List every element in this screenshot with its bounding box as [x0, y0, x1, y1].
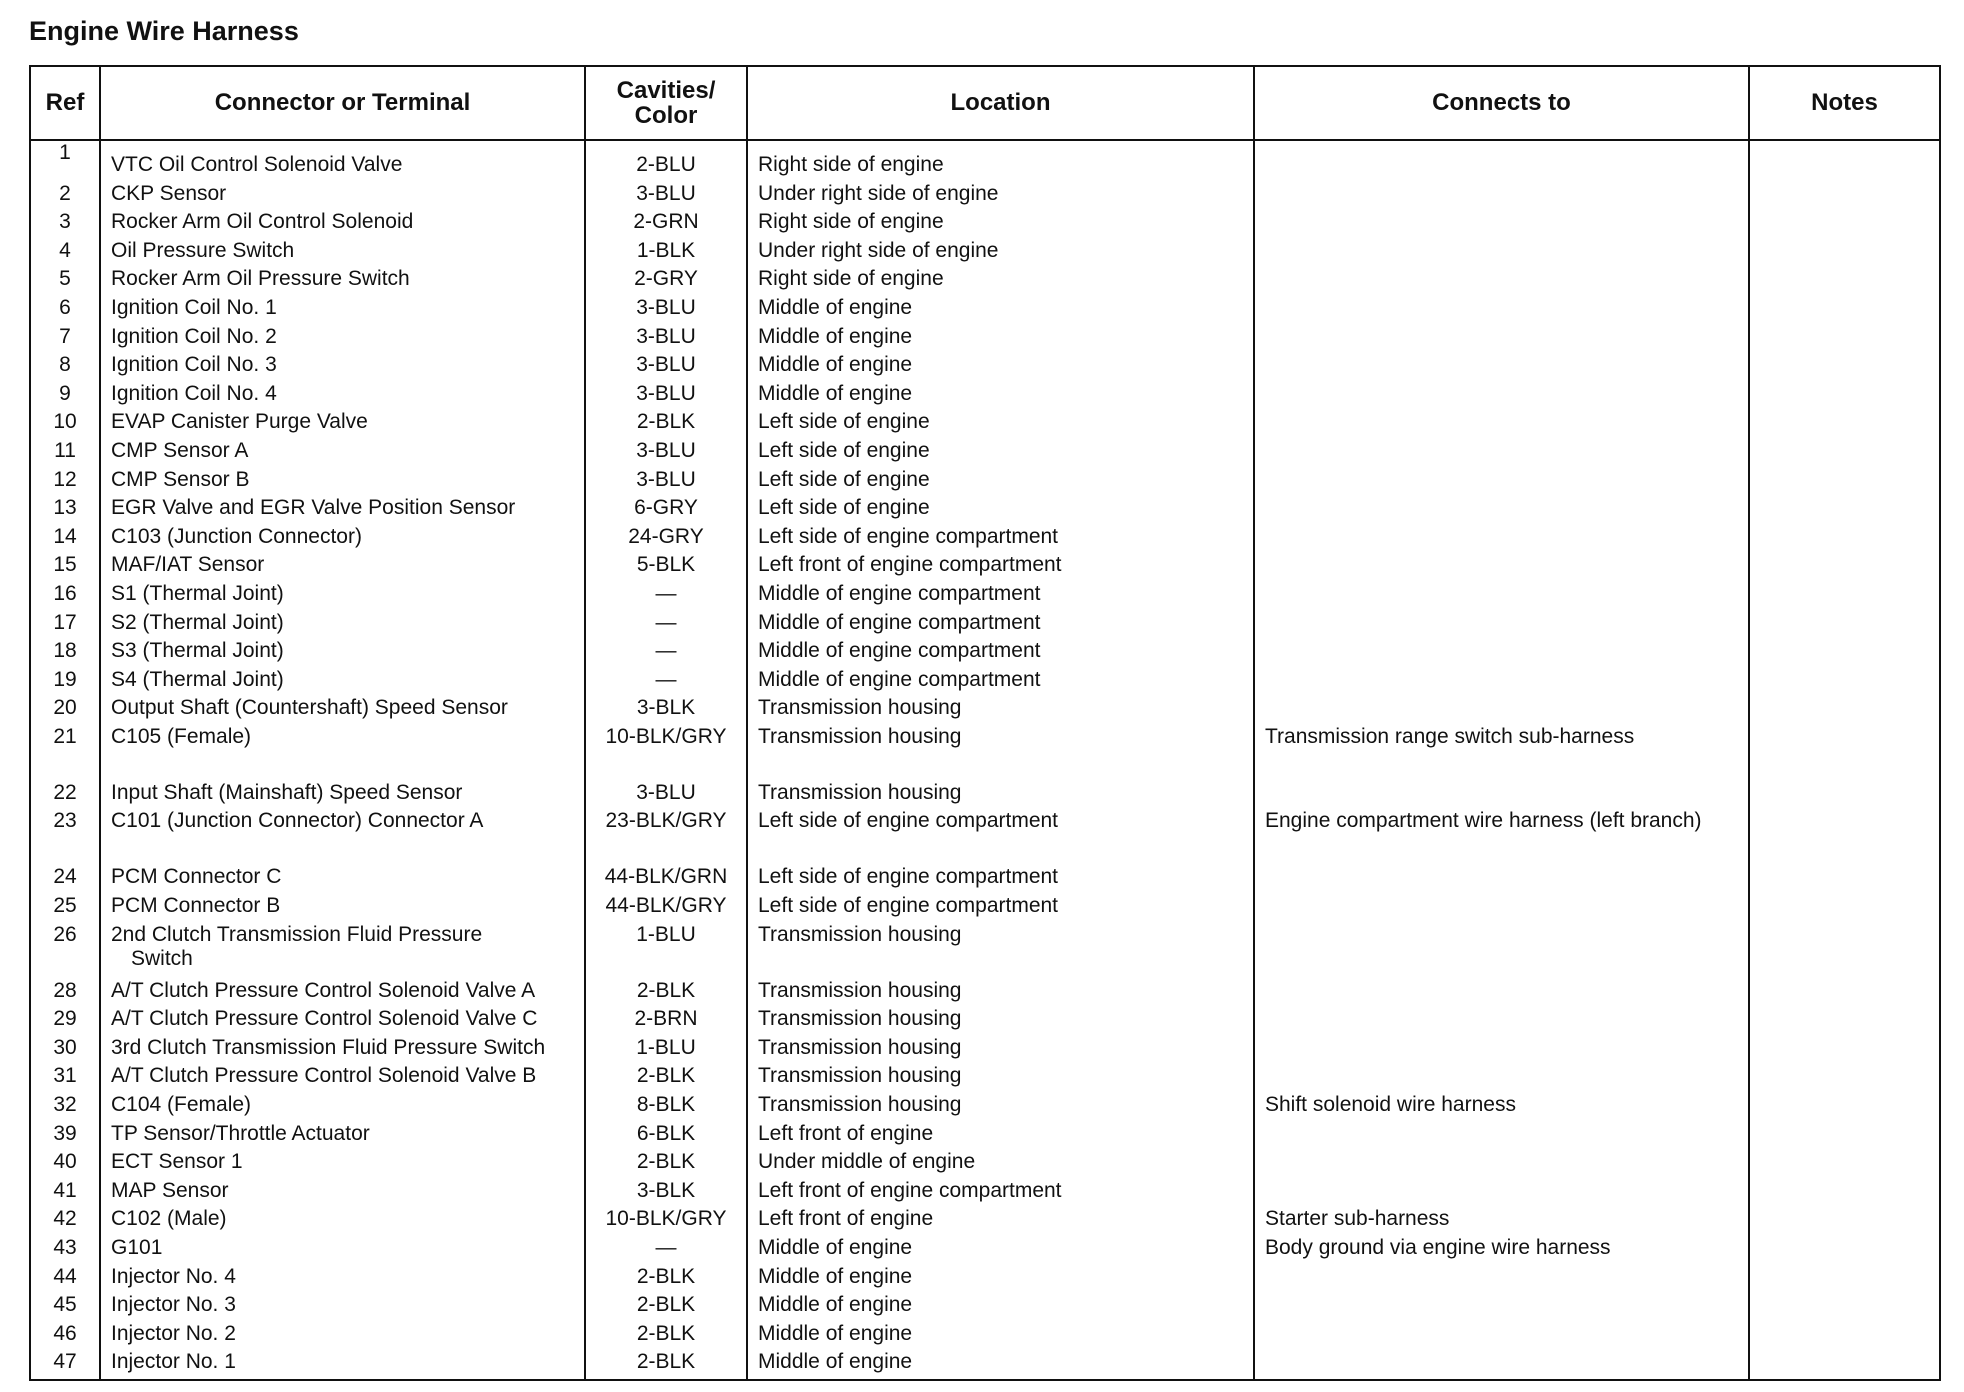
notes-cell — [1749, 1036, 1940, 1065]
location-cell: Transmission housing — [747, 1064, 1254, 1093]
connector-cell: Output Shaft (Countershaft) Speed Sensor — [100, 696, 585, 725]
location-cell: Left side of engine — [747, 439, 1254, 468]
table-row — [30, 894, 1940, 923]
notes-cell — [1749, 668, 1940, 697]
notes-cell — [1749, 382, 1940, 411]
table-row — [30, 382, 1940, 411]
ref-cell: 10 — [30, 410, 100, 439]
table-row — [30, 210, 1940, 239]
connector-cell — [100, 923, 585, 979]
connects-to-cell — [1254, 1036, 1749, 1065]
location-cell: Right side of engine — [747, 210, 1254, 239]
ref-cell: 26 — [30, 923, 100, 979]
ref-cell: 39 — [30, 1122, 100, 1151]
connector-cell: CMP Sensor A — [100, 439, 585, 468]
connects-to-cell — [1254, 1122, 1749, 1151]
notes-cell — [1749, 1179, 1940, 1208]
ref-cell: 21 — [30, 725, 100, 781]
location-cell: Left front of engine compartment — [747, 553, 1254, 582]
connector-cell: TP Sensor/Throttle Actuator — [100, 1122, 585, 1151]
cavities-cell: 6-GRY — [585, 496, 747, 525]
notes-cell — [1749, 1322, 1940, 1351]
table-row — [30, 1122, 1940, 1151]
notes-cell — [1749, 140, 1940, 182]
header-location: Location — [747, 66, 1254, 140]
ref-cell: 15 — [30, 553, 100, 582]
location-cell: Left side of engine compartment — [747, 809, 1254, 865]
cavities-cell: — — [585, 668, 747, 697]
ref-cell: 40 — [30, 1150, 100, 1179]
notes-cell — [1749, 582, 1940, 611]
location-cell: Middle of engine compartment — [747, 668, 1254, 697]
connector-cell: Ignition Coil No. 1 — [100, 296, 585, 325]
connects-to-cell — [1254, 140, 1749, 182]
location-cell: Right side of engine — [747, 267, 1254, 296]
header-cavities-line2: Color — [634, 102, 698, 129]
table-row — [30, 923, 1940, 979]
cavities-cell: 2-BLK — [585, 1322, 747, 1351]
connector-cell: C105 (Female) — [100, 725, 585, 781]
location-cell: Middle of engine — [747, 325, 1254, 354]
table-row — [30, 267, 1940, 296]
connects-to-cell — [1254, 439, 1749, 468]
connector-cell: PCM Connector B — [100, 894, 585, 923]
connects-to-cell — [1254, 468, 1749, 497]
connector-cell: VTC Oil Control Solenoid Valve — [100, 140, 585, 182]
connects-to-cell — [1254, 611, 1749, 640]
notes-cell — [1749, 353, 1940, 382]
notes-cell — [1749, 809, 1940, 865]
connector-cell: Oil Pressure Switch — [100, 239, 585, 268]
connector-line1: 2nd Clutch Transmission Fluid Pressure — [111, 922, 483, 946]
ref-cell: 3 — [30, 210, 100, 239]
connects-to-cell — [1254, 296, 1749, 325]
cavities-cell: 44-BLK/GRN — [585, 865, 747, 894]
notes-cell — [1749, 496, 1940, 525]
connector-cell: Injector No. 2 — [100, 1322, 585, 1351]
connects-to-cell — [1254, 267, 1749, 296]
cavities-cell: 3-BLU — [585, 296, 747, 325]
connector-cell: Input Shaft (Mainshaft) Speed Sensor — [100, 781, 585, 810]
connects-to-cell — [1254, 781, 1749, 810]
ref-cell: 6 — [30, 296, 100, 325]
location-cell: Transmission housing — [747, 781, 1254, 810]
cavities-cell: 2-BLK — [585, 410, 747, 439]
cavities-cell: 2-GRY — [585, 267, 747, 296]
notes-cell — [1749, 725, 1940, 781]
table-row — [30, 410, 1940, 439]
ref-cell: 13 — [30, 496, 100, 525]
location-cell: Transmission housing — [747, 696, 1254, 725]
connector-cell: C101 (Junction Connector) Connector A — [100, 809, 585, 865]
notes-cell — [1749, 1122, 1940, 1151]
connects-to-cell — [1254, 1350, 1749, 1380]
connector-cell: CMP Sensor B — [100, 468, 585, 497]
connects-to-cell: Engine compartment wire harness (left branch) — [1254, 809, 1749, 865]
cavities-cell: 2-BLK — [585, 1293, 747, 1322]
connector-cell: ECT Sensor 1 — [100, 1150, 585, 1179]
connects-to-cell — [1254, 979, 1749, 1008]
location-cell: Middle of engine — [747, 1265, 1254, 1294]
page-title: Engine Wire Harness — [29, 16, 299, 46]
table-row — [30, 809, 1940, 865]
ref-cell: 14 — [30, 525, 100, 554]
table-row — [30, 325, 1940, 354]
cavities-cell: 2-BLK — [585, 1064, 747, 1093]
connects-to-cell: Starter sub-harness — [1254, 1207, 1749, 1236]
table-row — [30, 353, 1940, 382]
ref-cell: 25 — [30, 894, 100, 923]
cavities-cell: 1-BLK — [585, 239, 747, 268]
connector-line2: Switch — [131, 946, 193, 970]
connector-cell: Ignition Coil No. 4 — [100, 382, 585, 411]
connector-cell: Injector No. 3 — [100, 1293, 585, 1322]
ref-cell: 43 — [30, 1236, 100, 1265]
notes-cell — [1749, 1265, 1940, 1294]
table-row — [30, 1150, 1940, 1179]
table-row — [30, 781, 1940, 810]
ref-cell: 42 — [30, 1207, 100, 1236]
cavities-cell: — — [585, 1236, 747, 1265]
cavities-cell: 3-BLK — [585, 696, 747, 725]
location-cell: Transmission housing — [747, 1036, 1254, 1065]
table-row — [30, 696, 1940, 725]
location-cell: Middle of engine — [747, 1322, 1254, 1351]
location-cell: Under middle of engine — [747, 1150, 1254, 1179]
connects-to-cell — [1254, 1265, 1749, 1294]
location-cell: Left side of engine — [747, 410, 1254, 439]
ref-cell: 44 — [30, 1265, 100, 1294]
connector-cell: G101 — [100, 1236, 585, 1265]
connects-to-cell — [1254, 210, 1749, 239]
connector-cell: Ignition Coil No. 2 — [100, 325, 585, 354]
connector-cell: PCM Connector C — [100, 865, 585, 894]
table-row — [30, 611, 1940, 640]
location-cell: Middle of engine — [747, 1350, 1254, 1380]
notes-cell — [1749, 439, 1940, 468]
table-row — [30, 979, 1940, 1008]
location-cell: Middle of engine — [747, 353, 1254, 382]
table-row — [30, 296, 1940, 325]
cavities-cell: 3-BLK — [585, 1179, 747, 1208]
ref-cell: 11 — [30, 439, 100, 468]
notes-cell — [1749, 894, 1940, 923]
ref-cell: 32 — [30, 1093, 100, 1122]
table-row — [30, 496, 1940, 525]
ref-cell: 2 — [30, 182, 100, 211]
connects-to-cell — [1254, 325, 1749, 354]
table-row — [30, 1350, 1940, 1380]
table-row — [30, 182, 1940, 211]
ref-cell: 7 — [30, 325, 100, 354]
ref-cell: 30 — [30, 1036, 100, 1065]
cavities-cell: 2-BRN — [585, 1007, 747, 1036]
connector-cell: EGR Valve and EGR Valve Position Sensor — [100, 496, 585, 525]
connects-to-cell — [1254, 639, 1749, 668]
location-cell: Under right side of engine — [747, 182, 1254, 211]
notes-cell — [1749, 696, 1940, 725]
connects-to-cell — [1254, 1293, 1749, 1322]
connector-cell: C102 (Male) — [100, 1207, 585, 1236]
connects-to-cell — [1254, 1064, 1749, 1093]
table-row — [30, 1265, 1940, 1294]
ref-cell: 46 — [30, 1322, 100, 1351]
connects-to-cell — [1254, 382, 1749, 411]
cavities-cell: 3-BLU — [585, 353, 747, 382]
table-row — [30, 1007, 1940, 1036]
location-cell: Left front of engine compartment — [747, 1179, 1254, 1208]
ref-cell: 12 — [30, 468, 100, 497]
connects-to-cell — [1254, 1007, 1749, 1036]
table-body — [30, 140, 1940, 1380]
ref-cell: 4 — [30, 239, 100, 268]
connector-cell: Rocker Arm Oil Control Solenoid — [100, 210, 585, 239]
connects-to-cell: Body ground via engine wire harness — [1254, 1236, 1749, 1265]
table-row — [30, 639, 1940, 668]
connects-to-cell — [1254, 582, 1749, 611]
ref-cell: 47 — [30, 1350, 100, 1380]
connector-cell: A/T Clutch Pressure Control Solenoid Valve C — [100, 1007, 585, 1036]
connects-to-cell — [1254, 239, 1749, 268]
connector-cell: A/T Clutch Pressure Control Solenoid Valve A — [100, 979, 585, 1008]
location-cell: Left front of engine — [747, 1207, 1254, 1236]
table-row — [30, 525, 1940, 554]
ref-cell: 18 — [30, 639, 100, 668]
notes-cell — [1749, 267, 1940, 296]
ref-cell: 24 — [30, 865, 100, 894]
connects-to-cell — [1254, 865, 1749, 894]
table-header-row — [30, 66, 1940, 140]
notes-cell — [1749, 1207, 1940, 1236]
table-row — [30, 553, 1940, 582]
table-row — [30, 1322, 1940, 1351]
connector-cell: S4 (Thermal Joint) — [100, 668, 585, 697]
cavities-cell: 1-BLU — [585, 923, 747, 979]
header-cavities — [585, 66, 747, 140]
cavities-cell: 3-BLU — [585, 468, 747, 497]
ref-cell: 9 — [30, 382, 100, 411]
connects-to-cell — [1254, 668, 1749, 697]
connects-to-cell — [1254, 496, 1749, 525]
location-cell: Middle of engine compartment — [747, 611, 1254, 640]
location-cell: Middle of engine — [747, 1236, 1254, 1265]
location-cell: Transmission housing — [747, 979, 1254, 1008]
connector-cell: CKP Sensor — [100, 182, 585, 211]
notes-cell — [1749, 296, 1940, 325]
cavities-cell: 10-BLK/GRY — [585, 725, 747, 781]
ref-cell: 16 — [30, 582, 100, 611]
ref-cell: 22 — [30, 781, 100, 810]
table-row — [30, 468, 1940, 497]
notes-cell — [1749, 182, 1940, 211]
connector-cell: C104 (Female) — [100, 1093, 585, 1122]
table-row — [30, 1236, 1940, 1265]
table-row — [30, 140, 1940, 182]
header-notes: Notes — [1749, 66, 1940, 140]
connector-cell: S3 (Thermal Joint) — [100, 639, 585, 668]
connects-to-cell — [1254, 353, 1749, 382]
cavities-cell: — — [585, 611, 747, 640]
cavities-cell: 3-BLU — [585, 182, 747, 211]
cavities-cell: 23-BLK/GRY — [585, 809, 747, 865]
connects-to-cell — [1254, 894, 1749, 923]
location-cell: Left side of engine compartment — [747, 894, 1254, 923]
notes-cell — [1749, 1350, 1940, 1380]
ref-cell: 31 — [30, 1064, 100, 1093]
cavities-cell: 6-BLK — [585, 1122, 747, 1151]
connector-cell: S1 (Thermal Joint) — [100, 582, 585, 611]
location-cell: Transmission housing — [747, 1093, 1254, 1122]
location-cell: Left side of engine compartment — [747, 865, 1254, 894]
notes-cell — [1749, 1093, 1940, 1122]
cavities-cell: — — [585, 639, 747, 668]
notes-cell — [1749, 468, 1940, 497]
connects-to-cell: Shift solenoid wire harness — [1254, 1093, 1749, 1122]
header-connector: Connector or Terminal — [100, 66, 585, 140]
location-cell: Right side of engine — [747, 140, 1254, 182]
ref-cell: 20 — [30, 696, 100, 725]
connector-cell: Injector No. 1 — [100, 1350, 585, 1380]
cavities-cell: 2-BLK — [585, 1150, 747, 1179]
ref-cell: 45 — [30, 1293, 100, 1322]
location-cell: Left front of engine — [747, 1122, 1254, 1151]
table-row — [30, 668, 1940, 697]
table-row — [30, 1064, 1940, 1093]
cavities-cell: 2-BLK — [585, 1265, 747, 1294]
table-row — [30, 1179, 1940, 1208]
cavities-cell: 2-GRN — [585, 210, 747, 239]
header-ref: Ref — [30, 66, 100, 140]
cavities-cell: 3-BLU — [585, 439, 747, 468]
connects-to-cell — [1254, 923, 1749, 979]
notes-cell — [1749, 1064, 1940, 1093]
notes-cell — [1749, 1150, 1940, 1179]
location-cell: Middle of engine — [747, 1293, 1254, 1322]
notes-cell — [1749, 1293, 1940, 1322]
connector-cell: C103 (Junction Connector) — [100, 525, 585, 554]
connector-cell: 3rd Clutch Transmission Fluid Pressure Switch — [100, 1036, 585, 1065]
connector-cell: EVAP Canister Purge Valve — [100, 410, 585, 439]
cavities-cell: 44-BLK/GRY — [585, 894, 747, 923]
location-cell: Under right side of engine — [747, 239, 1254, 268]
table-row — [30, 439, 1940, 468]
connects-to-cell — [1254, 182, 1749, 211]
notes-cell — [1749, 781, 1940, 810]
notes-cell — [1749, 639, 1940, 668]
table-row — [30, 1093, 1940, 1122]
notes-cell — [1749, 923, 1940, 979]
table-row — [30, 582, 1940, 611]
connects-to-cell — [1254, 1322, 1749, 1351]
ref-cell: 23 — [30, 809, 100, 865]
notes-cell — [1749, 865, 1940, 894]
cavities-cell: 3-BLU — [585, 781, 747, 810]
cavities-cell: 5-BLK — [585, 553, 747, 582]
notes-cell — [1749, 1007, 1940, 1036]
connector-cell: Ignition Coil No. 3 — [100, 353, 585, 382]
notes-cell — [1749, 410, 1940, 439]
location-cell: Middle of engine — [747, 382, 1254, 411]
connector-cell: Injector No. 4 — [100, 1265, 585, 1294]
connects-to-cell — [1254, 1150, 1749, 1179]
cavities-cell: 2-BLK — [585, 1350, 747, 1380]
location-cell: Middle of engine compartment — [747, 639, 1254, 668]
table-row — [30, 1207, 1940, 1236]
connector-cell: A/T Clutch Pressure Control Solenoid Valve B — [100, 1064, 585, 1093]
location-cell: Middle of engine — [747, 296, 1254, 325]
notes-cell — [1749, 525, 1940, 554]
header-cavities-line1: Cavities/ — [616, 76, 716, 104]
location-cell: Middle of engine compartment — [747, 582, 1254, 611]
cavities-cell: 8-BLK — [585, 1093, 747, 1122]
cavities-cell: 1-BLU — [585, 1036, 747, 1065]
ref-cell: 19 — [30, 668, 100, 697]
connects-to-cell: Transmission range switch sub-harness — [1254, 725, 1749, 781]
table-row — [30, 865, 1940, 894]
connects-to-cell — [1254, 696, 1749, 725]
cavities-cell: 3-BLU — [585, 325, 747, 354]
connector-cell: MAP Sensor — [100, 1179, 585, 1208]
ref-cell: 5 — [30, 267, 100, 296]
ref-cell: 8 — [30, 353, 100, 382]
connector-cell: MAF/IAT Sensor — [100, 553, 585, 582]
ref-cell: 17 — [30, 611, 100, 640]
notes-cell — [1749, 553, 1940, 582]
cavities-cell: 3-BLU — [585, 382, 747, 411]
cavities-cell: 10-BLK/GRY — [585, 1207, 747, 1236]
notes-cell — [1749, 325, 1940, 354]
notes-cell — [1749, 210, 1940, 239]
table-row — [30, 725, 1940, 781]
location-cell: Left side of engine — [747, 468, 1254, 497]
cavities-cell: 24-GRY — [585, 525, 747, 554]
harness-table — [29, 65, 1941, 1381]
table-row — [30, 239, 1940, 268]
location-cell: Transmission housing — [747, 725, 1254, 781]
connects-to-cell — [1254, 525, 1749, 554]
notes-cell — [1749, 1236, 1940, 1265]
cavities-cell: 2-BLK — [585, 979, 747, 1008]
connects-to-cell — [1254, 553, 1749, 582]
location-cell: Transmission housing — [747, 923, 1254, 979]
table-row — [30, 1036, 1940, 1065]
connects-to-cell — [1254, 410, 1749, 439]
ref-cell: 1 — [30, 140, 100, 182]
notes-cell — [1749, 611, 1940, 640]
notes-cell — [1749, 239, 1940, 268]
location-cell: Transmission housing — [747, 1007, 1254, 1036]
connector-cell: Rocker Arm Oil Pressure Switch — [100, 267, 585, 296]
notes-cell — [1749, 979, 1940, 1008]
ref-cell: 28 — [30, 979, 100, 1008]
connects-to-cell — [1254, 1179, 1749, 1208]
cavities-cell: 2-BLU — [585, 140, 747, 182]
table-row — [30, 1293, 1940, 1322]
cavities-cell: — — [585, 582, 747, 611]
location-cell: Left side of engine compartment — [747, 525, 1254, 554]
ref-cell: 41 — [30, 1179, 100, 1208]
connector-cell: S2 (Thermal Joint) — [100, 611, 585, 640]
header-connects-to: Connects to — [1254, 66, 1749, 140]
location-cell: Left side of engine — [747, 496, 1254, 525]
ref-cell: 29 — [30, 1007, 100, 1036]
